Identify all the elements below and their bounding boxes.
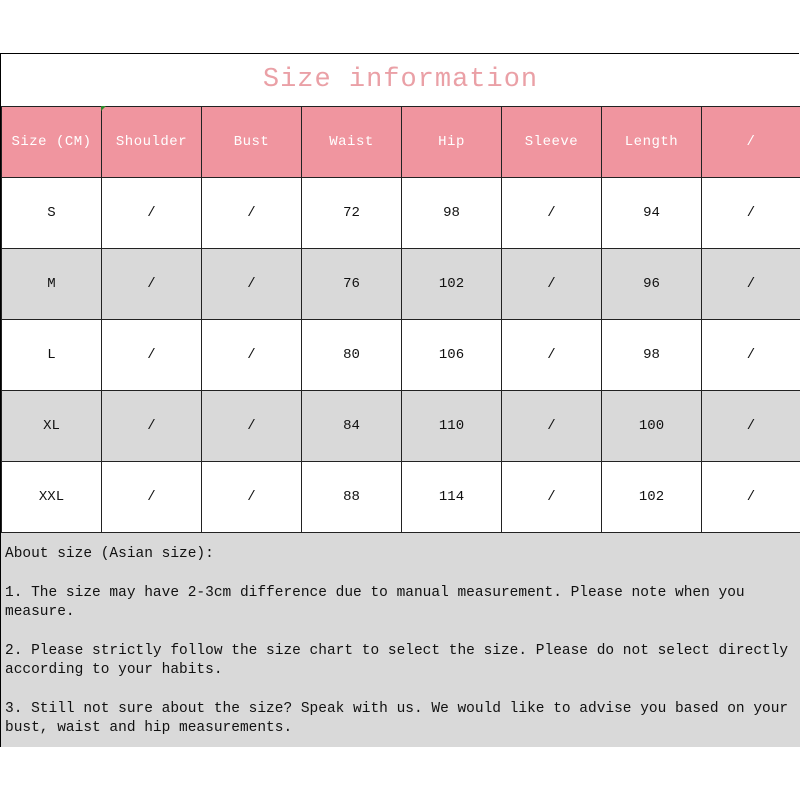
header-bust: Bust bbox=[202, 107, 302, 178]
cell-hip: 110 bbox=[402, 391, 502, 462]
cell-size: L bbox=[2, 320, 102, 391]
cell-extra: / bbox=[702, 178, 800, 249]
header-shoulder: Shoulder bbox=[102, 107, 202, 178]
cell-extra: / bbox=[702, 391, 800, 462]
chart-title: Size information bbox=[1, 54, 800, 106]
cell-hip: 114 bbox=[402, 462, 502, 533]
corner-marker-icon bbox=[101, 106, 106, 111]
cell-sleeve: / bbox=[502, 462, 602, 533]
cell-shoulder: / bbox=[102, 249, 202, 320]
cell-size: XL bbox=[2, 391, 102, 462]
cell-size: XXL bbox=[2, 462, 102, 533]
cell-waist: 80 bbox=[302, 320, 402, 391]
table-row bbox=[2, 462, 800, 533]
cell-bust: / bbox=[202, 320, 302, 391]
cell-sleeve: / bbox=[502, 249, 602, 320]
note-item: 2. Please strictly follow the size chart to select the size. Please do not select directly according to your habits. bbox=[5, 643, 789, 678]
cell-waist: 84 bbox=[302, 391, 402, 462]
cell-bust: / bbox=[202, 391, 302, 462]
note-item: 3. Still not sure about the size? Speak with us. We would like to advise you based on your bust, waist and hip measurements. bbox=[5, 701, 789, 736]
cell-waist: 72 bbox=[302, 178, 402, 249]
size-table bbox=[1, 106, 800, 533]
header-size: Size (CM) bbox=[2, 107, 102, 178]
cell-sleeve: / bbox=[502, 178, 602, 249]
header-length: Length bbox=[602, 107, 702, 178]
header-sleeve: Sleeve bbox=[502, 107, 602, 178]
cell-extra: / bbox=[702, 320, 800, 391]
cell-length: 98 bbox=[602, 320, 702, 391]
note-item: 1. The size may have 2-3cm difference due to manual measurement. Please note when you measure. bbox=[5, 585, 745, 620]
cell-waist: 88 bbox=[302, 462, 402, 533]
cell-waist: 76 bbox=[302, 249, 402, 320]
cell-sleeve: / bbox=[502, 391, 602, 462]
cell-extra: / bbox=[702, 462, 800, 533]
cell-sleeve: / bbox=[502, 320, 602, 391]
cell-hip: 102 bbox=[402, 249, 502, 320]
cell-length: 96 bbox=[602, 249, 702, 320]
cell-shoulder: / bbox=[102, 320, 202, 391]
header-extra: / bbox=[702, 107, 800, 178]
table-row bbox=[2, 320, 800, 391]
cell-length: 94 bbox=[602, 178, 702, 249]
table-row bbox=[2, 249, 800, 320]
header-hip: Hip bbox=[402, 107, 502, 178]
notes-heading: About size (Asian size): bbox=[5, 546, 214, 562]
table-row bbox=[2, 178, 800, 249]
cell-shoulder: / bbox=[102, 391, 202, 462]
table-header-row bbox=[2, 107, 800, 178]
cell-extra: / bbox=[702, 249, 800, 320]
size-chart bbox=[0, 53, 799, 747]
header-waist: Waist bbox=[302, 107, 402, 178]
cell-bust: / bbox=[202, 462, 302, 533]
cell-length: 102 bbox=[602, 462, 702, 533]
cell-size: M bbox=[2, 249, 102, 320]
cell-hip: 98 bbox=[402, 178, 502, 249]
size-notes bbox=[1, 532, 800, 747]
cell-size: S bbox=[2, 178, 102, 249]
cell-bust: / bbox=[202, 178, 302, 249]
cell-length: 100 bbox=[602, 391, 702, 462]
table-row bbox=[2, 391, 800, 462]
cell-shoulder: / bbox=[102, 462, 202, 533]
cell-bust: / bbox=[202, 249, 302, 320]
cell-shoulder: / bbox=[102, 178, 202, 249]
cell-hip: 106 bbox=[402, 320, 502, 391]
